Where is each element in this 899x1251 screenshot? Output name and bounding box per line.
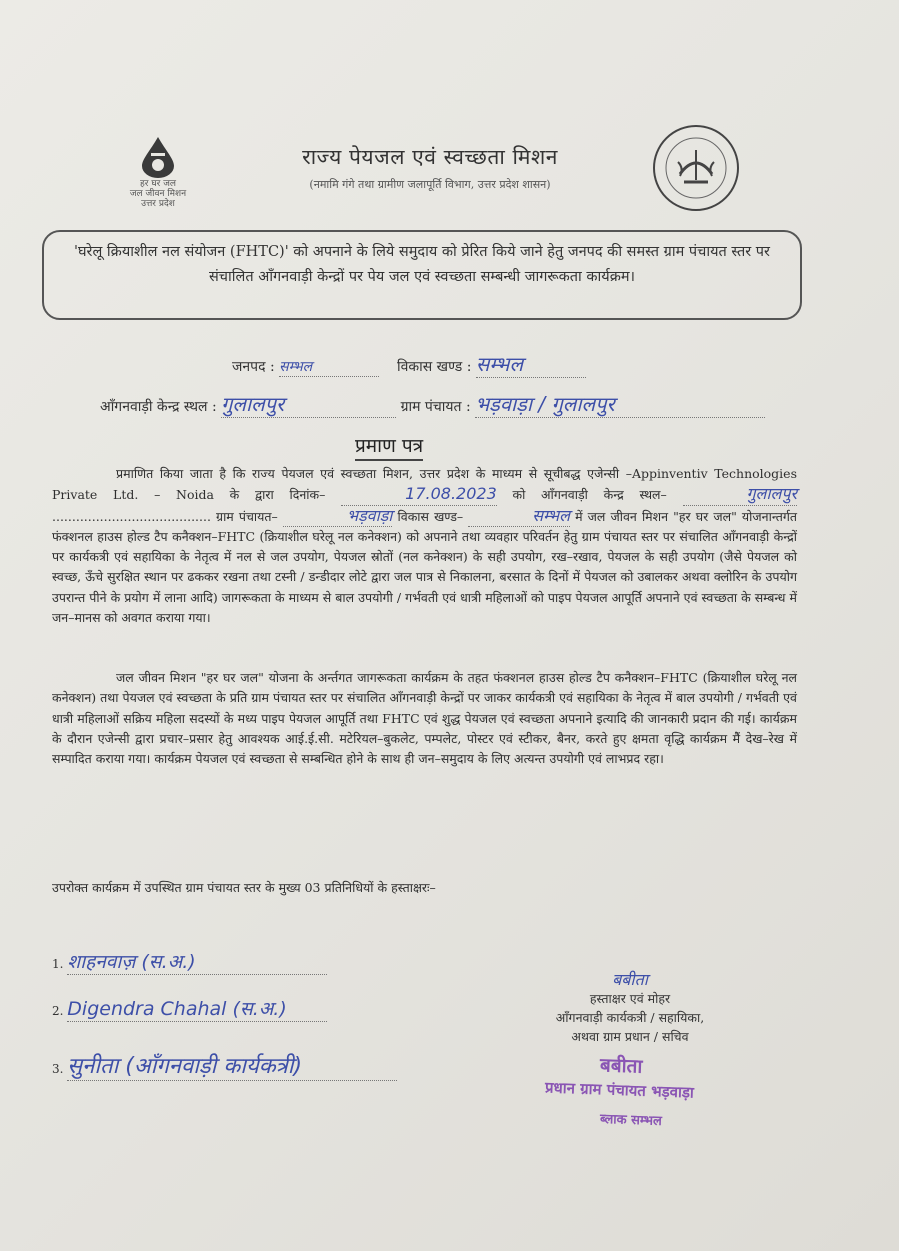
signature-num-3: 3. <box>52 1062 64 1076</box>
block-value: सम्भल <box>476 350 586 378</box>
signature-num-1: 1. <box>52 957 64 971</box>
center-panchayat-row <box>100 390 765 418</box>
para2-text: जल जीवन मिशन "हर घर जल" योजना के अर्न्तगत जागरूकता कार्यक्रम के तहत फंक्शनल हाउस होल्ड टैप कनैक्शन–FHTC (क्रियाशील घरेलू नल कनेक्शन) तथा पेयजल एवं स्वच्छता के प्रति ग्राम पंचायत स्तर पर संचालित आँगनवाड़ी केन्द्रों पर जाकर कार्यकत्री एवं सहायिका के नेतृत्व में बाल उपयोगी / गर्भवती एवं धात्री महिलाओं सक्रिय महिला सदस्यों के मध्य पाइप पेयजल आपूर्ति तथा FHTC एवं शुद्ध पेयजल एवं स्वच्छता अपनाने इत्यादि की जानकारी प्रदान की गई। कार्यक्रम के दौरान एजेन्सी द्वारा प्रचार–प्रसार हेतु आवश्यक आई.ई.सी. मटेरियल–बुकलेट, पम्पलेट, पोस्टर एवं स्टीकर, बैनर, करते हुए क्षमता वृद्धि कार्यक्रम मेैं देख–रेख में सम्पादित कराया गया। कार्यक्रम पेयजल एवं स्वच्छता से सम्बन्धित होने के साथ ही जन–समुदाय के लिए अत्यन्त उपयोगी एवं लाभप्रद रहा। <box>52 670 797 767</box>
authority-signature: बबीता <box>612 970 648 989</box>
signature-line-2 <box>52 995 327 1022</box>
center-label: आँगनवाड़ी केन्द्र स्थल : <box>100 399 217 415</box>
authority-block <box>520 970 740 1046</box>
stamp-designation: प्रधान ग्राम पंचायत भड़वाड़ा <box>544 1078 695 1102</box>
jal-jeevan-mission-logo <box>118 135 198 209</box>
signature-num-2: 2. <box>52 1004 64 1018</box>
para1-text-d: विकास खण्ड– <box>397 508 464 524</box>
logo-text-3: उत्तर प्रदेश <box>141 199 175 209</box>
up-government-emblem <box>650 122 742 218</box>
authority-line-1: हस्ताक्षर एवं मोहर <box>589 991 671 1006</box>
block-label: विकास खण्ड : <box>396 359 472 375</box>
para1-text-e: में जल जीवन मिशन "हर घर जल" योजनान्तर्गत फंक्शनल हाउस होल्ड टैप कनैक्शन–FHTC (क्रियाशील घरेलू नल कनेक्शन) को अपनाने तथा व्यवहार परिवर्तन हेतु ग्राम पंचायत स्तर पर संचालित आँगनवाड़ी केन्द्रों पर कार्यकत्री एवं सहायिका के नेतृत्व में नल से जल उपयोग, पेयजल स्रोतों (नल कनेक्शन) के सही उपयोग, रख–रखाव, पेयजल के सही उपयोग (जैसे पेयजल को स्वच्छ, ऊँचे सुरक्षित स्थान पर ढककर रखना तथा टस्नी / डन्डीदार लोटे द्वारा जल पात्र से निकालना, बरसात के दिनों में पेयजल को उबालकर अथवा क्लोरिन के उपयोग उपरान्त पीने के प्रयोग में लाना आदि) जागरूकता के माध्यम से बाल उपयोगी / गर्भवती एवं धात्री महिलाओं को पाइप पेयजल आपूर्ति अपनाने एवं स्वच्छता के सम्बन्ध में जन–मानस को अवगत कराया गया। <box>52 508 797 626</box>
para1-text-c: ग्राम पंचायत– <box>216 508 278 524</box>
certificate-paragraph-2 <box>52 668 797 769</box>
para1-text-a: प्रमाणित किया जाता है कि राज्य पेयजल एवं स्वच्छता मिशन, उत्तर प्रदेश के माध्यम से सूचीबद्ध एजेन्सी –Appinventiv Technologies Private Ltd. – Noida के द्वारा दिनांक– <box>52 466 797 503</box>
authority-line-3: अथवा ग्राम प्रधान / सचिव <box>571 1029 689 1044</box>
center-value: गुलालपुर <box>221 390 396 418</box>
panchayat-label: ग्राम पंचायत : <box>400 399 471 415</box>
para-panchayat-value: भड़वाड़ा <box>283 506 393 527</box>
para-center-value: गुलालपुर <box>683 484 797 505</box>
logo-text-2: जल जीवन मिशन <box>129 189 187 199</box>
mission-title: राज्य पेयजल एवं स्वच्छता मिशन <box>302 145 558 169</box>
logo-text-1: हर घर जल <box>140 179 176 189</box>
department-subtitle: (नमामि गंगे तथा ग्रामीण जलापूर्ति विभाग, उत्तर प्रदेश शासन) <box>309 178 551 191</box>
signatures-intro: उपरोक्त कार्यक्रम में उपस्थित ग्राम पंचायत स्तर के मुख्य 03 प्रतिनिधियों के हस्ताक्षरः– <box>52 880 436 895</box>
para-block-value: सम्भल <box>468 506 570 527</box>
signature-line-3 <box>52 1050 397 1081</box>
stamp-block: ब्लाक सम्भल <box>599 1111 663 1130</box>
district-label: जनपद : <box>232 359 275 375</box>
stamp-name: बबीता <box>599 1054 643 1078</box>
letterhead <box>235 143 625 192</box>
program-banner: 'घरेलू क्रियाशील नल संयोजन (FHTC)' को अपनाने के लिये समुदाय को प्रेरित किये जाने हेतु जनपद की समस्त ग्राम पंचायत स्तर पर संचालित आँगनवाड़ी केन्द्रों पर पेय जल एवं स्वच्छता सम्बन्धी जागरूकता कार्यक्रम। <box>42 230 802 320</box>
signature-3: सुनीता (आँगनवाड़ी कार्यकत्री) <box>67 1050 397 1081</box>
authority-line-2: आँगनवाड़ी कार्यकत्री / सहायिका, <box>555 1010 705 1025</box>
water-drop-icon <box>138 135 178 179</box>
event-date: 17.08.2023 <box>341 484 497 505</box>
signature-2: Digendra Chahal (स.अ.) <box>67 995 327 1022</box>
district-value: सम्भल <box>279 357 379 377</box>
certificate-paragraph-1: प्रमाणित किया जाता है कि राज्य पेयजल एवं स्वच्छता मिशन, उत्तर प्रदेश के माध्यम से सूचीबद्ध एजेन्सी –Appinventiv Technologies Private Ltd. – Noida के द्वारा दिनांक– 17.08.2023 को आँगनवाड़ी केन्द्र स्थल– गुलालपुर ........................................ ग्राम पंचायत– भड़वाड़ा विकास खण्ड– सम्भल में जल जीवन मिशन "हर घर जल" योजनान्तर्गत फंक्शनल हाउस होल्ड टैप कनैक्शन–FHTC (क्रियाशील घरेलू नल कनेक्शन) को अपनाने तथा व्यवहार परिवर्तन हेतु ग्राम पंचायत स्तर पर संचालित आँगनवाड़ी केन्द्रों पर कार्यकत्री एवं सहायिका के नेतृत्व में नल से जल उपयोग, पेयजल स्रोतों (नल कनेक्शन) के सही उपयोग, रख–रखाव, पेयजल के सही उपयोग (जैसे पेयजल को स्वच्छ, ऊँचे सुरक्षित स्थान पर ढककर रखना तथा टस्नी / डन्डीदार लोटे द्वारा जल पात्र से निकालना, बरसात के दिनों में पेयजल को उबालकर अथवा क्लोरिन के उपयोग उपरान्त पीने के प्रयोग में लाना आदि) जागरूकता के माध्यम से बाल उपयोगी / गर्भवती एवं धात्री महिलाओं को पाइप पेयजल आपूर्ति अपनाने एवं स्वच्छता के सम्बन्ध में जन–मानस को अवगत कराया गया। <box>52 466 797 626</box>
para1-text-b: को आँगनवाड़ी केन्द्र स्थल– <box>512 487 667 503</box>
signature-1: शाहनवाज़ (स.अ.) <box>67 948 327 975</box>
panchayat-value: भड़वाड़ा / गुलालपुर <box>475 390 765 418</box>
district-block-row <box>232 350 586 378</box>
signature-line-1 <box>52 948 327 975</box>
emblem-seal-icon <box>650 122 742 214</box>
certificate-title: प्रमाण पत्र <box>355 432 423 461</box>
